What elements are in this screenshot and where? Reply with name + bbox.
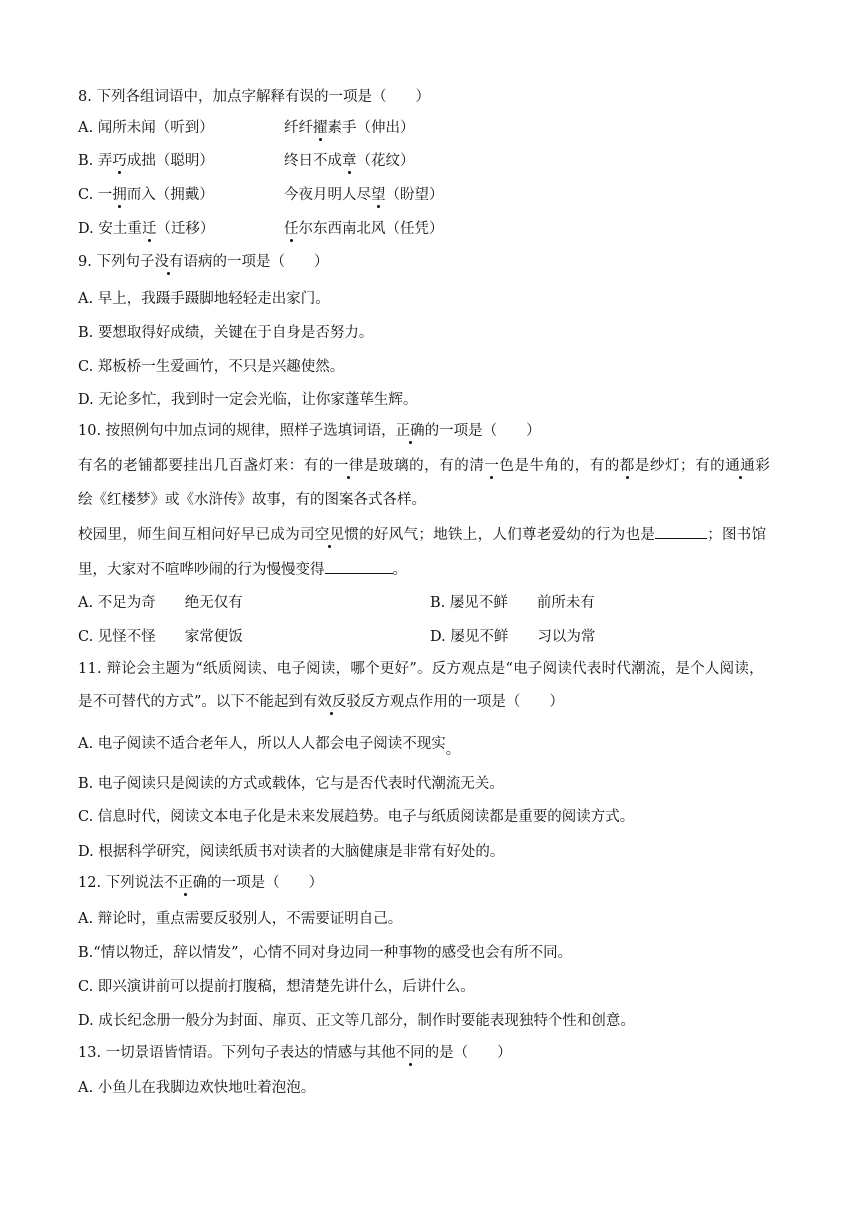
question-12-stem: 12. 下列说法不正确的一项是（ ） (78, 875, 324, 891)
question-11-stem-2: 是不可替代的方式”。以下不能起到有效反驳反方观点作用的一项是（ ） (78, 694, 564, 710)
question-9-stem: 9. 下列句子没有语病的一项是（ ） (78, 254, 329, 270)
q12-option-a: A. 辩论时，重点需要反驳别人，不需要证明自己。 (78, 911, 403, 927)
q9-option-c: C. 郑板桥一生爱画竹，不只是兴趣使然。 (78, 359, 345, 375)
question-11-stem: 11. 辩论会主题为“纸质阅读、电子阅读，哪个更好”。反方观点是“电子阅读代表时代潮流，是个人阅读， (78, 661, 764, 677)
q10-option-a: A. 不足为奇 绝无仅有 (78, 595, 243, 611)
q10-option-b: B. 屡见不鲜 前所未有 (430, 595, 595, 611)
q11-option-c: C. 信息时代，阅读文本电子化是未来发展趋势。电子与纸质阅读都是重要的阅读方式。 (78, 809, 635, 825)
answer-blank-1[interactable] (655, 524, 707, 539)
q12-option-b: B.“情以物迁，辞以情发”，心情不同对身边同一种事物的感受也会有所不同。 (78, 945, 573, 961)
q11-option-b: B. 电子阅读只是阅读的方式或载体，它与是否代表时代潮流无关。 (78, 776, 504, 792)
question-10-stem: 10. 按照例句中加点词的规律，照样子选填词语，正确的一项是（ ） (78, 423, 541, 439)
q10-option-d: D. 屡见不鲜 习以为常 (430, 629, 596, 645)
q9-option-b: B. 要想取得好成绩，关键在于自身是否努力。 (78, 325, 374, 341)
q11-option-d: D. 根据科学研究，阅读纸质书对读者的大脑健康是非常有好处的。 (78, 844, 505, 860)
q9-option-d: D. 无论多忙，我到时一定会光临，让你家蓬荜生辉。 (78, 392, 418, 408)
q8-option-d-right: 任尔东西南北风（任凭） (284, 221, 444, 237)
q11-option-a: A. 电子阅读不适合老年人，所以人人都会电子阅读不现实。 (78, 736, 461, 758)
q9-option-a: A. 早上，我蹑手蹑脚地轻轻走出家门。 (78, 291, 330, 307)
answer-blank-2[interactable] (325, 559, 393, 574)
q8-option-a-left: A. 闻所未闻（听到） (78, 120, 214, 136)
q10-option-c: C. 见怪不怪 家常便饭 (78, 629, 243, 645)
q10-fill-line-1: 校园里，师生间互相问好早已成为司空见惯的好风气；地铁上，人们尊老爱幼的行为也是 ；图书馆 (78, 524, 766, 545)
q10-example-line-2: 绘《红楼梦》或《水浒传》故事，有的图案各式各样。 (78, 492, 426, 508)
question-8-stem: 8. 下列各组词语中，加点字解释有误的一项是（ ） (78, 89, 430, 105)
q10-example-line-1: 有名的老铺都要挂出几百盏灯来：有的一律是玻璃的，有的清一色是牛角的，有的都是纱灯；有的通通彩 (78, 458, 771, 474)
q12-option-c: C. 即兴演讲前可以提前打腹稿，想清楚先讲什么，后讲什么。 (78, 979, 475, 995)
q8-option-c-right: 今夜月明人尽望（盼望） (284, 187, 444, 203)
q13-option-a: A. 小鱼儿在我脚边欢快地吐着泡泡。 (78, 1080, 316, 1096)
q8-option-b-right: 终日不成章（花纹） (284, 153, 415, 169)
question-13-stem: 13. 一切景语皆情语。下列句子表达的情感与其他不同的是（ ） (78, 1045, 512, 1061)
q8-option-d-left: D. 安土重迁（迁移） (78, 221, 215, 237)
q8-option-c-left: C. 一拥而入（拥戴） (78, 187, 214, 203)
q10-fill-line-2: 里，大家对不喧哗吵闹的行为慢慢变得 。 (78, 559, 407, 580)
q12-option-d: D. 成长纪念册一般分为封面、扉页、正文等几部分，制作时要能表现独特个性和创意。 (78, 1013, 635, 1029)
q8-option-a-right: 纤纤擢素手（伸出） (284, 120, 415, 136)
q8-option-b-left: B. 弄巧成拙（聪明） (78, 153, 214, 169)
